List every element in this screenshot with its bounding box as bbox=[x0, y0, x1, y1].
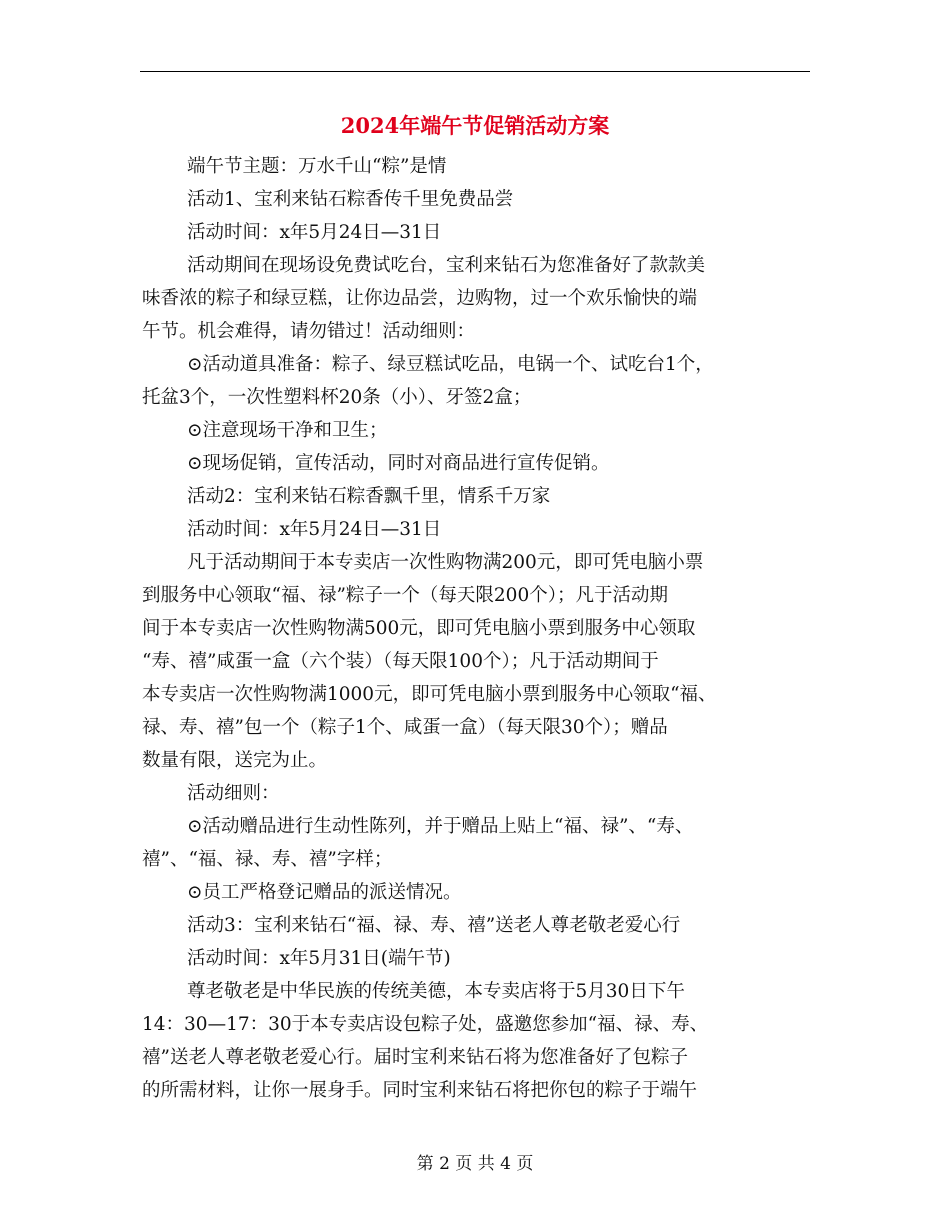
line-10: ⊙现场促销，宣传活动，同时对商品进行宣传促销。 bbox=[187, 453, 610, 474]
line-19: 数量有限，送完为止。 bbox=[142, 750, 328, 771]
line-22: 禧”、“福、禄、寿、禧”字样； bbox=[142, 849, 393, 870]
line-23: ⊙员工严格登记赠品的派送情况。 bbox=[187, 882, 462, 903]
line-12: 活动时间：x年5月24日—31日 bbox=[187, 519, 442, 540]
line-8: 托盆3个，一次性塑料杯20条（小）、牙签2盒； bbox=[142, 387, 532, 408]
line-17: 本专卖店一次性购物满1000元，即可凭电脑小票到服务中心领取“福、 bbox=[142, 684, 717, 705]
line-18: 禄、寿、禧”包一个（粽子1个、咸蛋一盒）（每天限30个）；赠品 bbox=[142, 717, 668, 738]
line-7: ⊙活动道具准备：粽子、绿豆糕试吃品，电锅一个、试吃台1个， bbox=[187, 354, 714, 375]
line-1: 端午节主题：万水千山“粽”是情 bbox=[187, 156, 447, 177]
line-21: ⊙活动赠品进行生动性陈列，并于赠品上贴上“福、禄”、“寿、 bbox=[187, 816, 694, 837]
line-13: 凡于活动期间于本专卖店一次性购物满200元，即可凭电脑小票 bbox=[187, 552, 704, 573]
document-body bbox=[142, 150, 808, 1107]
line-25: 活动时间：x年5月31日(端午节) bbox=[187, 948, 451, 969]
document-title: 2024年端午节促销活动方案 bbox=[340, 113, 610, 138]
line-9: ⊙注意现场干净和卫生； bbox=[187, 420, 388, 441]
page-footer: 第 2 页 共 4 页 bbox=[416, 1154, 534, 1174]
line-6: 午节。机会难得，请勿错过！活动细则： bbox=[142, 321, 476, 342]
line-5: 味香浓的粽子和绿豆糕，让你边品尝，边购物，过一个欢乐愉快的端 bbox=[142, 288, 698, 309]
line-28: 禧”送老人尊老敬老爱心行。届时宝利来钻石将为您准备好了包粽子 bbox=[142, 1047, 688, 1068]
line-29: 的所需材料，让你一展身手。同时宝利来钻石将把你包的粽子于端午 bbox=[142, 1080, 698, 1101]
line-11: 活动2：宝利来钻石粽香飘千里，情系千万家 bbox=[187, 486, 551, 507]
line-26: 尊老敬老是中华民族的传统美德，本专卖店将于5月30日下午 bbox=[187, 981, 685, 1002]
line-16: “寿、禧”咸蛋一盒（六个装）（每天限100个）；凡于活动期间于 bbox=[142, 651, 659, 672]
line-2: 活动1、宝利来钻石粽香传千里免费品尝 bbox=[187, 189, 514, 210]
line-27: 14：30—17：30于本专卖店设包粽子处，盛邀您参加“福、禄、寿、 bbox=[142, 1014, 709, 1035]
line-15: 间于本专卖店一次性购物满500元，即可凭电脑小票到服务中心领取 bbox=[142, 618, 696, 639]
header-rule bbox=[140, 71, 810, 72]
line-24: 活动3：宝利来钻石“福、禄、寿、禧”送老人尊老敬老爱心行 bbox=[187, 915, 681, 936]
line-3: 活动时间：x年5月24日—31日 bbox=[187, 222, 442, 243]
line-20: 活动细则： bbox=[187, 783, 280, 804]
line-4: 活动期间在现场设免费试吃台，宝利来钻石为您准备好了款款美 bbox=[187, 255, 706, 276]
line-14: 到服务中心领取“福、禄”粽子一个（每天限200个）；凡于活动期 bbox=[142, 585, 668, 606]
